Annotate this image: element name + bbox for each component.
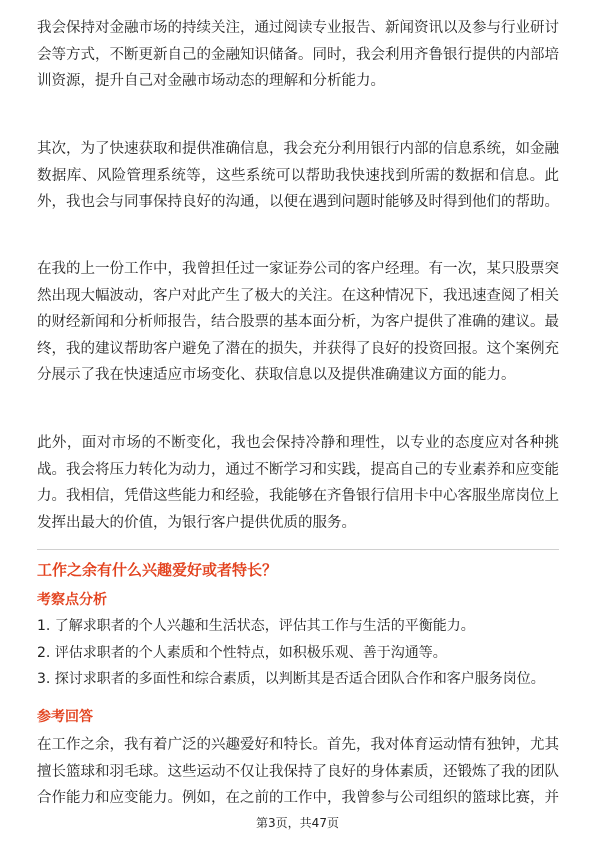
body-paragraph-1: 我会保持对金融市场的持续关注，通过阅读专业报告、新闻资讯以及参与行业研讨会等方式，不断更新自己的金融知识储备。同时，我会利用齐鲁银行提供的内部培训资源，提升自己对金融市场动态的理解和分析能力。 (37, 20, 559, 89)
analysis-item-3: 3. 探讨求职者的多面性和综合素质，以判断其是否适合团队合作和客户服务岗位。 (37, 671, 545, 687)
analysis-item-1: 1. 了解求职者的个人兴趣和生活状态，评估其工作与生活的平衡能力。 (37, 618, 475, 634)
body-paragraph-4: 此外，面对市场的不断变化，我也会保持冷静和理性，以专业的态度应对各种挑战。我会将压力转化为动力，通过不断学习和实践，提高自己的专业素养和应变能力。我相信，凭借这些能力和经验，我能够在齐鲁银行信用卡中心客服坐席岗位上发挥出最大的价值，为银行客户提供优质的服务。 (37, 435, 559, 531)
answer-paragraph: 在工作之余，我有着广泛的兴趣爱好和特长。首先，我对体育运动情有独钟，尤其擅长篮球和羽毛球。这些运动不仅让我保持了良好的身体素质，还锻炼了我的团队合作能力和应变能力。例如，在之前的工作中，我曾参与公司组织的篮球比赛，并 (37, 737, 559, 806)
body-paragraph-2: 其次，为了快速获取和提供准确信息，我会充分利用银行内部的信息系统，如金融数据库、风险管理系统等，这些系统可以帮助我快速找到所需的数据和信息。此外，我也会与同事保持良好的沟通，以便在遇到问题时能够及时得到他们的帮助。 (37, 141, 559, 210)
analysis-item-2: 2. 评估求职者的个人素质和个性特点，如积极乐观、善于沟通等。 (37, 644, 447, 661)
body-paragraph-3: 在我的上一份工作中，我曾担任过一家证券公司的客户经理。有一次，某只股票突然出现大幅波动，客户对此产生了极大的关注。在这种情况下，我迅速查阅了相关的财经新闻和分析师报告，结合股票的基本面分析，为客户提供了准确的建议。最终，我的建议帮助客户避免了潜在的损失，并获得了良好的投资回报。这个案例充分展示了我在快速适应市场变化、获取信息以及提供准确建议方面的能力。 (37, 261, 559, 383)
analysis-heading: 考察点分析 (37, 592, 107, 608)
answer-heading: 参考回答 (37, 709, 93, 725)
page-number: 第3页，共47页 (256, 816, 339, 830)
section-divider (37, 549, 559, 550)
question-title: 工作之余有什么兴趣爱好或者特长？ (37, 561, 278, 579)
analysis-list (37, 613, 559, 693)
